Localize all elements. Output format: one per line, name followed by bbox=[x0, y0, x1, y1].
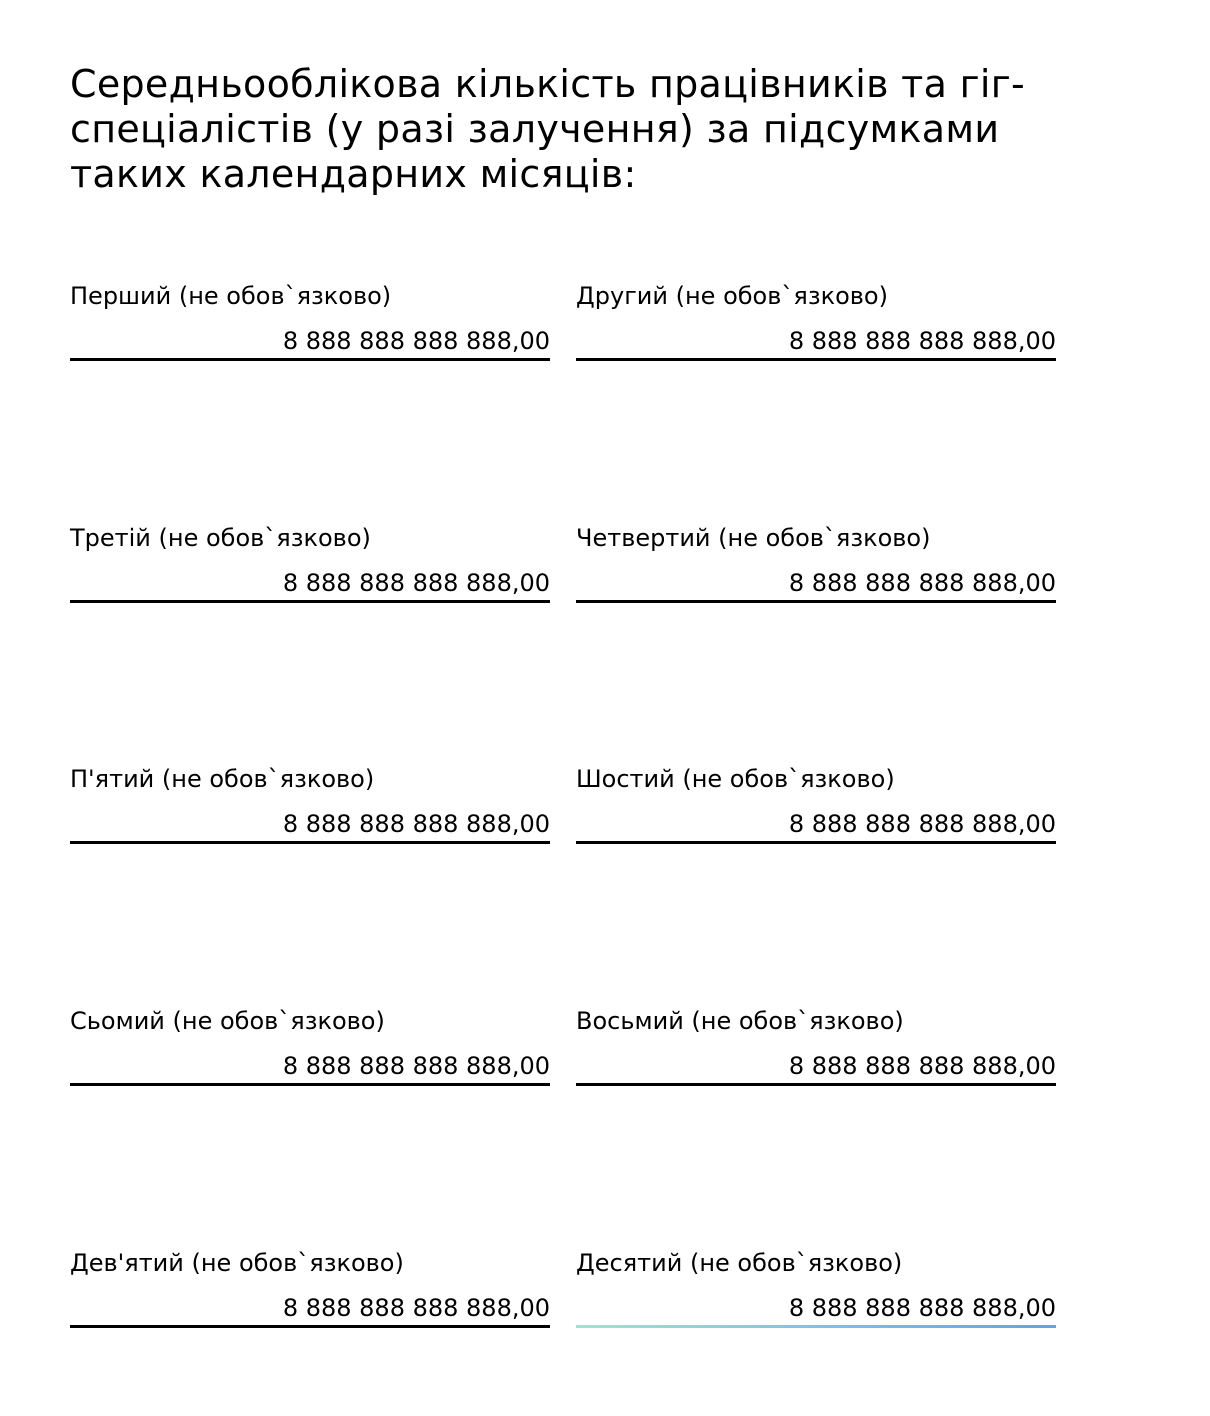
month-label-ninth: Дев'ятий (не обов`язково) bbox=[70, 1249, 404, 1277]
month-input-second[interactable] bbox=[576, 324, 1056, 361]
month-input-third[interactable] bbox=[70, 566, 550, 603]
month-field-ninth bbox=[70, 1249, 550, 1341]
month-label-eighth: Восьмий (не обов`язково) bbox=[576, 1007, 904, 1035]
month-label-fourth: Четвертий (не обов`язково) bbox=[576, 524, 931, 552]
month-field-second bbox=[576, 282, 1056, 374]
month-input-first[interactable] bbox=[70, 324, 550, 361]
form-title: Середньооблікова кількість працівників та гіг-спеціалістів (у разі залучення) за підсумками таких календарних місяців: bbox=[70, 62, 1025, 196]
month-input-fourth[interactable] bbox=[576, 566, 1056, 603]
month-input-tenth[interactable] bbox=[576, 1291, 1056, 1328]
month-label-tenth: Десятий (не обов`язково) bbox=[576, 1249, 903, 1277]
month-field-sixth bbox=[576, 765, 1056, 857]
month-field-seventh bbox=[70, 1007, 550, 1099]
month-label-seventh: Сьомий (не обов`язково) bbox=[70, 1007, 385, 1035]
month-label-first: Перший (не обов`язково) bbox=[70, 282, 392, 310]
month-field-tenth bbox=[576, 1249, 1056, 1341]
month-label-third: Третій (не обов`язково) bbox=[70, 524, 371, 552]
month-label-sixth: Шостий (не обов`язково) bbox=[576, 765, 895, 793]
month-input-eighth[interactable] bbox=[576, 1049, 1056, 1086]
month-field-fifth bbox=[70, 765, 550, 857]
month-label-fifth: П'ятий (не обов`язково) bbox=[70, 765, 375, 793]
month-field-fourth bbox=[576, 524, 1056, 616]
month-field-first bbox=[70, 282, 550, 374]
month-input-ninth[interactable] bbox=[70, 1291, 550, 1328]
month-input-fifth[interactable] bbox=[70, 807, 550, 844]
month-label-second: Другий (не обов`язково) bbox=[576, 282, 888, 310]
month-input-seventh[interactable] bbox=[70, 1049, 550, 1086]
month-field-third bbox=[70, 524, 550, 616]
month-field-eighth bbox=[576, 1007, 1056, 1099]
month-input-sixth[interactable] bbox=[576, 807, 1056, 844]
